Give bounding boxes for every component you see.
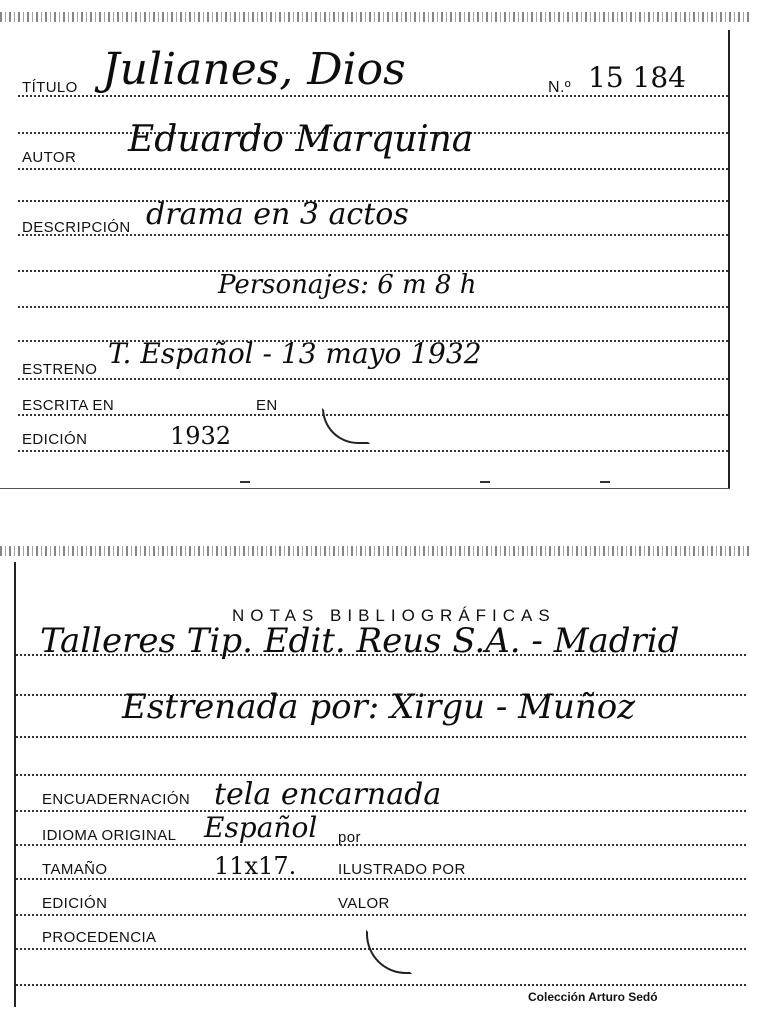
personajes-value: Personajes: 6 m 8 h: [218, 270, 477, 300]
notas-title: NOTAS BIBLIOGRÁFICAS: [232, 606, 556, 625]
edicion-label: EDICIÓN: [42, 895, 108, 912]
titulo-label: TÍTULO: [22, 79, 78, 96]
ink-mark: [322, 408, 370, 444]
encuadernacion-label: ENCUADERNACIÓN: [42, 791, 191, 808]
procedencia-label: PROCEDENCIA: [42, 929, 157, 946]
ruled-line: [18, 414, 728, 416]
estreno-label: ESTRENO: [22, 361, 98, 378]
titulo-value: Julianes, Dios: [102, 44, 406, 95]
note-line-2: Estrenada por: Xirgu - Muñoz: [122, 687, 636, 727]
numero-label: N.º: [548, 79, 572, 96]
tamano-label: TAMAÑO: [42, 861, 108, 878]
edicion-label: EDICIÓN: [22, 431, 88, 448]
card-bottom-edge: [0, 488, 730, 489]
card-right-edge: [728, 30, 730, 488]
edge-tick: [600, 481, 610, 483]
ruled-line: [16, 878, 746, 880]
ink-mark: [366, 930, 412, 974]
ruled-line: [18, 378, 728, 380]
ruled-line: [16, 844, 746, 846]
numero-value: 15 184: [588, 61, 686, 94]
ilustrado-por-label: ILUSTRADO POR: [338, 861, 466, 878]
estreno-value: T. Español - 13 mayo 1932: [108, 337, 482, 370]
perforated-edge: [0, 12, 749, 22]
edge-tick: [480, 481, 490, 483]
encuadernacion-value: tela encarnada: [214, 777, 442, 812]
card-left-edge: [14, 562, 16, 1007]
note-line-1: Talleres Tip. Edit. Reus S.A. - Madrid: [40, 621, 680, 661]
ruled-line: [18, 306, 728, 308]
autor-value: Eduardo Marquina: [128, 119, 474, 160]
idioma-original-label: IDIOMA ORIGINAL: [42, 827, 177, 844]
en-label: EN: [256, 397, 278, 414]
idioma-original-value: Español: [204, 811, 318, 844]
catalog-card-back: [0, 540, 759, 1028]
tamano-value: 11x17.: [214, 852, 297, 880]
ruled-line: [16, 736, 746, 738]
collection-footer: Colección Arturo Sedó: [528, 990, 658, 1004]
perforated-edge: [0, 546, 749, 556]
ruled-line: [16, 984, 746, 986]
valor-label: VALOR: [338, 895, 390, 912]
ruled-line: [16, 914, 746, 916]
descripcion-value: drama en 3 actos: [146, 197, 409, 232]
escrita-en-label: ESCRITA EN: [22, 397, 115, 414]
por-label: por: [338, 829, 361, 846]
edicion-value: 1932: [170, 422, 232, 450]
edge-tick: [240, 481, 250, 483]
ruled-line: [18, 95, 728, 97]
ruled-line: [16, 774, 746, 776]
ruled-line: [18, 168, 728, 170]
autor-label: AUTOR: [22, 149, 77, 166]
ruled-line: [18, 450, 728, 452]
descripcion-label: DESCRIPCIÓN: [22, 219, 131, 236]
catalog-card-front: [0, 0, 759, 500]
